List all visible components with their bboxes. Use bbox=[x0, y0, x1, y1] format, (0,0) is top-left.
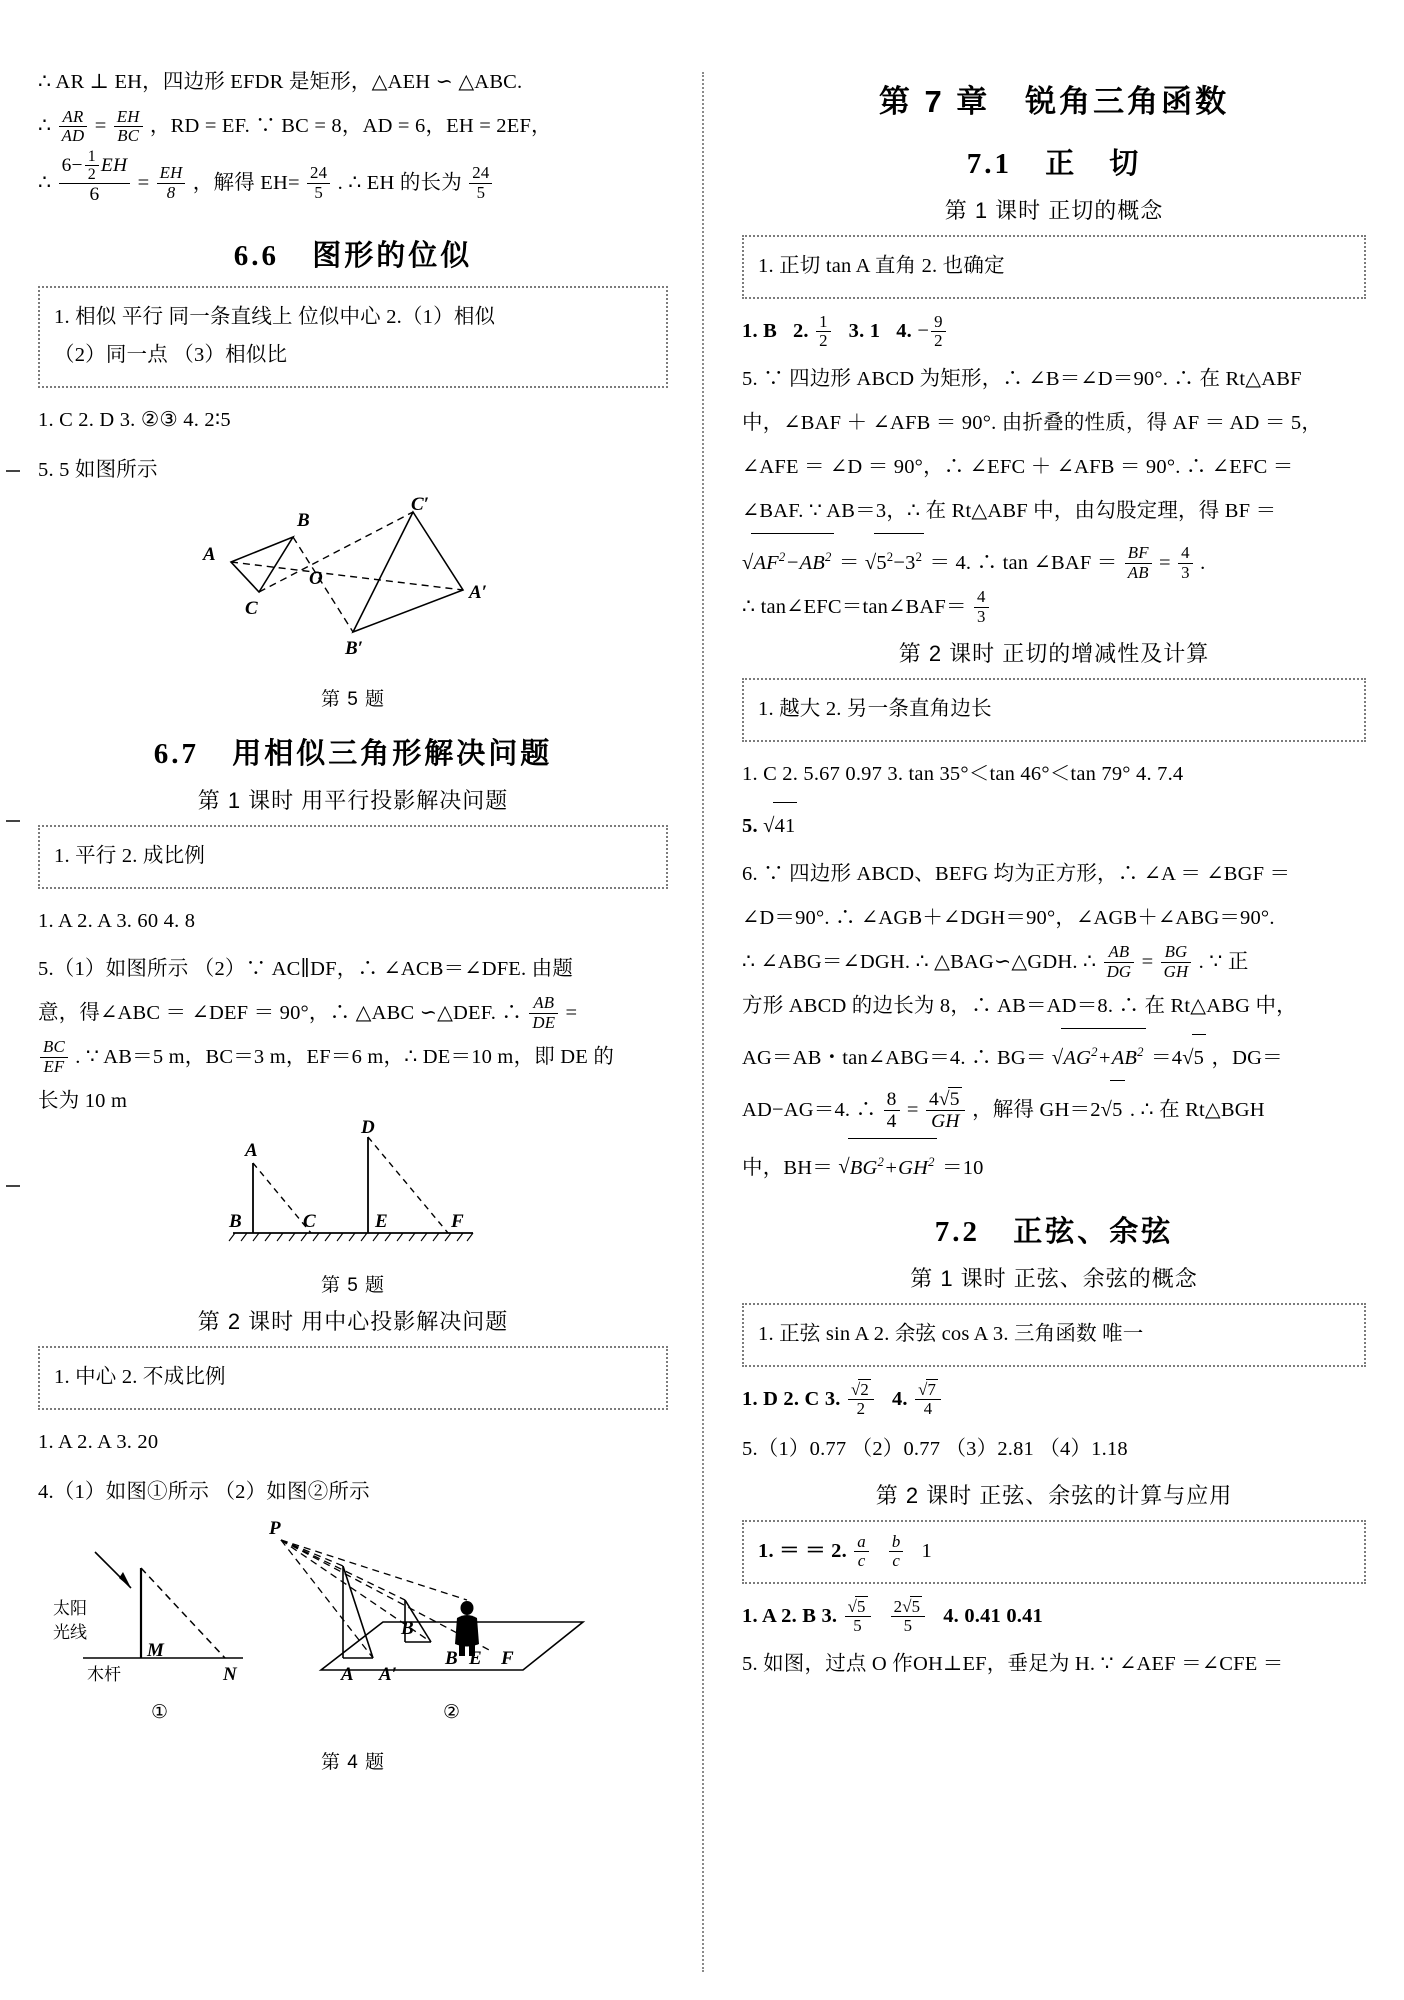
section-name: 用相似三角形解决问题 bbox=[232, 737, 553, 770]
point-label-C: C bbox=[245, 597, 258, 619]
fraction: $\frac{BC}{EF}$ bbox=[40, 1038, 68, 1075]
fill-line: 1. 越大 2. 另一条直角边长 bbox=[758, 697, 992, 720]
answers-67-1 bbox=[38, 899, 668, 1123]
answers-67-2 bbox=[38, 1420, 668, 1514]
solution-line: 方形 ABCD 的边长为 8，∴ AB＝AD＝8. ∴ 在 Rt△ABG 中， bbox=[742, 994, 1297, 1017]
point-label-B-prime: B′ bbox=[445, 1647, 464, 1669]
answer-line: 1. D 2. C 3. $\frac{√2}{2}$ 4. $\frac{√7}{4}$ bbox=[742, 1377, 1366, 1421]
fraction: $\frac{4}{3}$ bbox=[974, 588, 989, 625]
fraction: $\frac{2√5}{5}$ bbox=[891, 1596, 926, 1635]
figure-caption: 第 5 题 bbox=[320, 688, 386, 710]
fraction: $\frac{24}{5}$ bbox=[469, 164, 492, 201]
fraction: $\frac{BF}{AB}$ bbox=[1125, 544, 1152, 581]
point-label-F: F bbox=[451, 1210, 464, 1232]
fraction: $\frac{4√5}{GH}$ bbox=[926, 1087, 965, 1132]
fraction: $\frac{a}{c}$ bbox=[854, 1533, 869, 1570]
solution-line: 5.（1）如图所示 （2）∵ AC∥DF，∴ ∠ACB＝∠DFE. 由题 bbox=[38, 957, 574, 980]
fill-line: 1. 相似 平行 同一条直线上 位似中心 2.（1）相似 bbox=[54, 305, 496, 328]
solution-line: 长为 10 m bbox=[38, 1089, 128, 1112]
answer-line: 5.（1）0.77 （2）0.77 （3）2.81 （4）1.18 bbox=[742, 1438, 1128, 1461]
fill-in-box-71-1 bbox=[742, 235, 1366, 299]
solution-line: $√AF^2-AB^2 = √5^2-3^2 = 4$. ∴ tan ∠BAF ＝ $\frac{BF}{AB}$ = $\frac{4}{3}$ . bbox=[742, 533, 1366, 585]
radical: $√AF^2-AB^2$ bbox=[742, 533, 834, 585]
fill-line: 1. 平行 2. 成比例 bbox=[54, 844, 206, 867]
lesson-title-71-1: 第 1 课时 正切的概念 bbox=[944, 198, 1164, 223]
section-name: 正 切 bbox=[1045, 148, 1142, 180]
point-label-D: D bbox=[361, 1116, 375, 1138]
point-label-F: F bbox=[501, 1647, 514, 1669]
lesson-title-67-2: 第 2 课时 用中心投影解决问题 bbox=[197, 1308, 509, 1334]
radical: √7 bbox=[918, 1380, 937, 1400]
solution-line: ∴ AR ⊥ EH，四边形 EFDR 是矩形，△AEH ∽ △ABC. bbox=[38, 71, 523, 93]
figure-67-2-q4 bbox=[38, 1517, 668, 1774]
section-number: 6.6 bbox=[233, 239, 280, 272]
solution-line: 意，得∠ABC ＝ ∠DEF ＝ 90°，∴ △ABC ∽△DEF. ∴ $\frac{AB}{DE}$ = bbox=[38, 993, 578, 1032]
lesson-title-67-1: 第 1 课时 用平行投影解决问题 bbox=[197, 787, 509, 813]
solution-line: $\frac{BC}{EF}$ . ∵ AB＝5 m，BC＝3 m，EF＝6 m，∴ DE＝10 m，即 DE 的 bbox=[38, 1035, 668, 1079]
answer-line: 1. C 2. 5.67 0.97 3. tan 35°＜tan 46°＜tan 79° 4. 7.4 bbox=[742, 762, 1184, 785]
figure-67-1-q5 bbox=[38, 1116, 668, 1297]
chapter-name: 锐角三角函数 bbox=[1025, 84, 1230, 119]
point-label-E: E bbox=[375, 1210, 388, 1232]
fraction: $\frac{EH}{8}$ bbox=[157, 164, 186, 201]
lesson-title-71-2: 第 2 课时 正切的增减性及计算 bbox=[898, 640, 1210, 666]
fraction: $\frac{√2}{2}$ bbox=[848, 1379, 874, 1418]
solution-line: ∴ 6− $\frac{1}{2}$ EH 6 = $\frac{EH}{8}$ ，解得 EH= $\frac{24}{5}$ . ∴ EH 的长为 $\frac{24}{5}$ bbox=[38, 148, 668, 213]
fill-line: 1. ＝ ＝ 2. $\frac{a}{c}$ $\frac{b}{c}$ 1 bbox=[758, 1532, 932, 1571]
answer-line: 1. A 2. B 3. $\frac{√5}{5}$ $\frac{2√5}{5}$ 4. 0.41 0.41 bbox=[742, 1597, 1043, 1636]
point-label-C: C bbox=[303, 1210, 316, 1232]
fraction: $\frac{BG}{GH}$ bbox=[1161, 943, 1192, 980]
radical: √5 bbox=[1182, 1034, 1206, 1080]
solution-line: AG＝AB・tan∠ABG＝4. ∴ $BG= √AG^2+AB^2 =4√5$ ，DG＝ bbox=[742, 1028, 1366, 1080]
fraction: $\frac{√5}{5}$ bbox=[845, 1596, 871, 1635]
fill-in-box-66 bbox=[38, 286, 668, 388]
point-label-A: A bbox=[245, 1139, 258, 1161]
point-label-O: O bbox=[309, 567, 323, 589]
fraction: $\frac{9}{2}$ bbox=[931, 313, 946, 350]
fraction: $\frac{√7}{4}$ bbox=[915, 1379, 941, 1418]
edge-tick bbox=[6, 1185, 20, 1187]
answer-line: 1. C 2. D 3. ②③ 4. 2∶5 bbox=[38, 408, 231, 431]
fraction: $\frac{1}{2}$ bbox=[816, 313, 831, 350]
fill-in-box-71-2 bbox=[742, 678, 1366, 742]
radical: √5 bbox=[938, 1089, 960, 1111]
homothety-diagram bbox=[173, 493, 533, 677]
edge-tick bbox=[6, 470, 20, 472]
radical: √2 bbox=[850, 1380, 869, 1400]
edge-tick bbox=[6, 820, 20, 822]
central-projection-diagrams bbox=[53, 1517, 653, 1830]
point-label-N: N bbox=[223, 1663, 237, 1685]
fill-line: （2）同一点 （3）相似比 bbox=[54, 343, 288, 366]
fill-line: 1. 正弦 sin A 2. 余弦 cos A 3. 三角函数 唯一 bbox=[758, 1323, 1144, 1346]
fraction: $\frac{b}{c}$ bbox=[889, 1533, 904, 1570]
section-title-72 bbox=[742, 1209, 1366, 1250]
solution-line: ∠AFE ＝ ∠D ＝ 90°，∴ ∠EFC ＋ ∠AFB ＝ 90°. ∴ ∠EFC ＝ bbox=[742, 456, 1294, 478]
solution-line: 5. 如图，过点 O 作OH⊥EF，垂足为 H. ∵ ∠AEF ＝∠CFE ＝ bbox=[742, 1653, 1284, 1676]
solution-line: ∠BAF. ∵ AB＝3，∴ 在 Rt△ABF 中，由勾股定理，得 BF ＝ bbox=[742, 500, 1277, 522]
sun-ray-label-line2: 光线 bbox=[53, 1622, 87, 1642]
section-title-71 bbox=[742, 141, 1366, 182]
point-label-P: P bbox=[269, 1517, 281, 1539]
point-label-B: B bbox=[229, 1210, 242, 1232]
point-label-A-prime: A′ bbox=[379, 1663, 398, 1685]
point-label-A-prime: A′ bbox=[469, 581, 488, 603]
radical: √5 bbox=[902, 1597, 921, 1617]
fill-line: 1. 中心 2. 不成比例 bbox=[54, 1365, 226, 1388]
chapter-number: 第 7 章 bbox=[878, 84, 991, 119]
lesson-title-72-2: 第 2 课时 正弦、余弦的计算与应用 bbox=[875, 1483, 1233, 1509]
continued-solution-block bbox=[38, 60, 668, 213]
figure-66-q5 bbox=[38, 493, 668, 711]
fraction: $\frac{AB}{DG}$ bbox=[1104, 943, 1135, 980]
fill-line: 1. 正切 tan A 直角 2. 也确定 bbox=[758, 255, 1005, 277]
section-number: 7.2 bbox=[934, 1216, 981, 1249]
solution-line: 中，∠BAF ＋ ∠AFB ＝ 90°. 由折叠的性质，得 AF ＝ AD ＝ 5， bbox=[742, 412, 1323, 434]
answers-71-2 bbox=[742, 752, 1366, 1190]
fill-in-box-67-1 bbox=[38, 825, 668, 889]
radical: √5 bbox=[1101, 1080, 1125, 1138]
answers-66 bbox=[38, 398, 668, 492]
fill-in-box-72-2 bbox=[742, 1520, 1366, 1584]
section-number: 7.1 bbox=[966, 148, 1013, 180]
section-title-66 bbox=[38, 233, 668, 274]
point-label-C-prime: C′ bbox=[411, 493, 430, 515]
solution-line: ∴ tan∠EFC＝tan∠BAF＝ $\frac{4}{3}$ bbox=[742, 585, 1366, 629]
answer-line: 1. B 2. $\frac{1}{2}$ 3. 1 4. − $\frac{9}{2}$ bbox=[742, 309, 1366, 353]
solution-line: 中，$BH= √BG^2+GH^2 =10$ bbox=[742, 1138, 1366, 1190]
radical: √41 bbox=[763, 802, 797, 848]
fraction: $\frac{4}{3}$ bbox=[1178, 544, 1193, 581]
lesson-title-72-1: 第 1 课时 正弦、余弦的概念 bbox=[910, 1266, 1198, 1292]
fraction: $\frac{24}{5}$ bbox=[307, 164, 330, 201]
parallel-projection-diagram bbox=[193, 1116, 513, 1263]
section-title-67 bbox=[38, 731, 668, 772]
point-label-A: A bbox=[203, 543, 216, 565]
solution-line: 6. ∵ 四边形 ABCD、BEFG 均为正方形，∴ ∠A ＝ ∠BGF ＝ bbox=[742, 862, 1291, 885]
section-name: 正弦、余弦 bbox=[1013, 1216, 1174, 1249]
fraction: $\frac{1}{2}$ bbox=[85, 148, 99, 183]
answer-line: 4.（1）如图①所示 （2）如图②所示 bbox=[38, 1480, 370, 1503]
figure-mark-2: ② bbox=[443, 1701, 461, 1723]
solution-line: ∴ $\frac{AR}{AD}$ = $\frac{EH}{BC}$ ，RD = EF. ∵ BC = 8，AD = 6，EH = 2EF， bbox=[38, 106, 552, 145]
fraction: $\frac{AR}{AD}$ bbox=[59, 108, 88, 145]
solution-line: AD−AG＝4. ∴ $\frac{8}{4}$ = $\frac{4√5}{GH}$ ，解得 GH＝2√5 . ∴ 在 Rt△BGH bbox=[742, 1080, 1366, 1138]
answer-line: 5. √41 bbox=[742, 802, 1366, 848]
point-label-B: B bbox=[297, 509, 310, 531]
radical: $√BG^2+GH^2$ bbox=[838, 1138, 936, 1190]
figure-mark-1: ① bbox=[151, 1701, 169, 1723]
fraction: $\frac{EH}{BC}$ bbox=[114, 108, 143, 145]
solution-line: 5. ∵ 四边形 ABCD 为矩形，∴ ∠B＝∠D＝90°. ∴ 在 Rt△ABF bbox=[742, 368, 1302, 390]
fill-in-box-67-2 bbox=[38, 1346, 668, 1410]
answer-line: 1. A 2. A 3. 20 bbox=[38, 1430, 159, 1453]
radical: $√AG^2+AB^2$ bbox=[1052, 1028, 1146, 1080]
fraction: 6− $\frac{1}{2}$ EH 6 bbox=[59, 148, 131, 205]
left-column bbox=[38, 60, 702, 1980]
pole-label: 木杆 bbox=[87, 1664, 121, 1684]
right-column bbox=[702, 60, 1366, 1980]
point-label-E: E bbox=[469, 1647, 482, 1669]
point-label-B: B bbox=[401, 1617, 414, 1639]
figure-caption: 第 5 题 bbox=[320, 1274, 386, 1296]
answer-line: 1. A 2. A 3. 60 4. 8 bbox=[38, 909, 196, 932]
radical: √5 bbox=[847, 1597, 866, 1617]
section-number: 6.7 bbox=[153, 737, 200, 770]
point-label-M: M bbox=[147, 1639, 164, 1661]
answer-line: 5. 5 如图所示 bbox=[38, 458, 158, 481]
arrow-head bbox=[119, 1572, 131, 1588]
fraction: $\frac{AB}{DE}$ bbox=[529, 994, 558, 1031]
point-label-B-prime: B′ bbox=[345, 637, 364, 659]
section-name: 图形的位似 bbox=[312, 239, 473, 272]
radical: $√5^2-3^2$ bbox=[865, 533, 924, 585]
point-label-A: A bbox=[341, 1663, 354, 1685]
fraction: $\frac{8}{4}$ bbox=[884, 1089, 900, 1132]
solution-line: ∠D＝90°. ∴ ∠AGB＋∠DGH＝90°，∠AGB＋∠ABG＝90°. bbox=[742, 906, 1275, 929]
solution-line: ∴ ∠ABG＝∠DGH. ∴ △BAG∽△GDH. ∴ $\frac{AB}{DG}$ = $\frac{BG}{GH}$ . ∵ 正 bbox=[742, 942, 1249, 981]
sun-ray-label-line1: 太阳 bbox=[53, 1598, 87, 1618]
fill-in-box-72-1 bbox=[742, 1303, 1366, 1367]
answers-72-1 bbox=[742, 1377, 1366, 1471]
answers-72-2 bbox=[742, 1594, 1366, 1686]
figure-caption: 第 4 题 bbox=[320, 1751, 386, 1773]
chapter-title bbox=[742, 76, 1366, 121]
answers-71-1 bbox=[742, 309, 1366, 629]
